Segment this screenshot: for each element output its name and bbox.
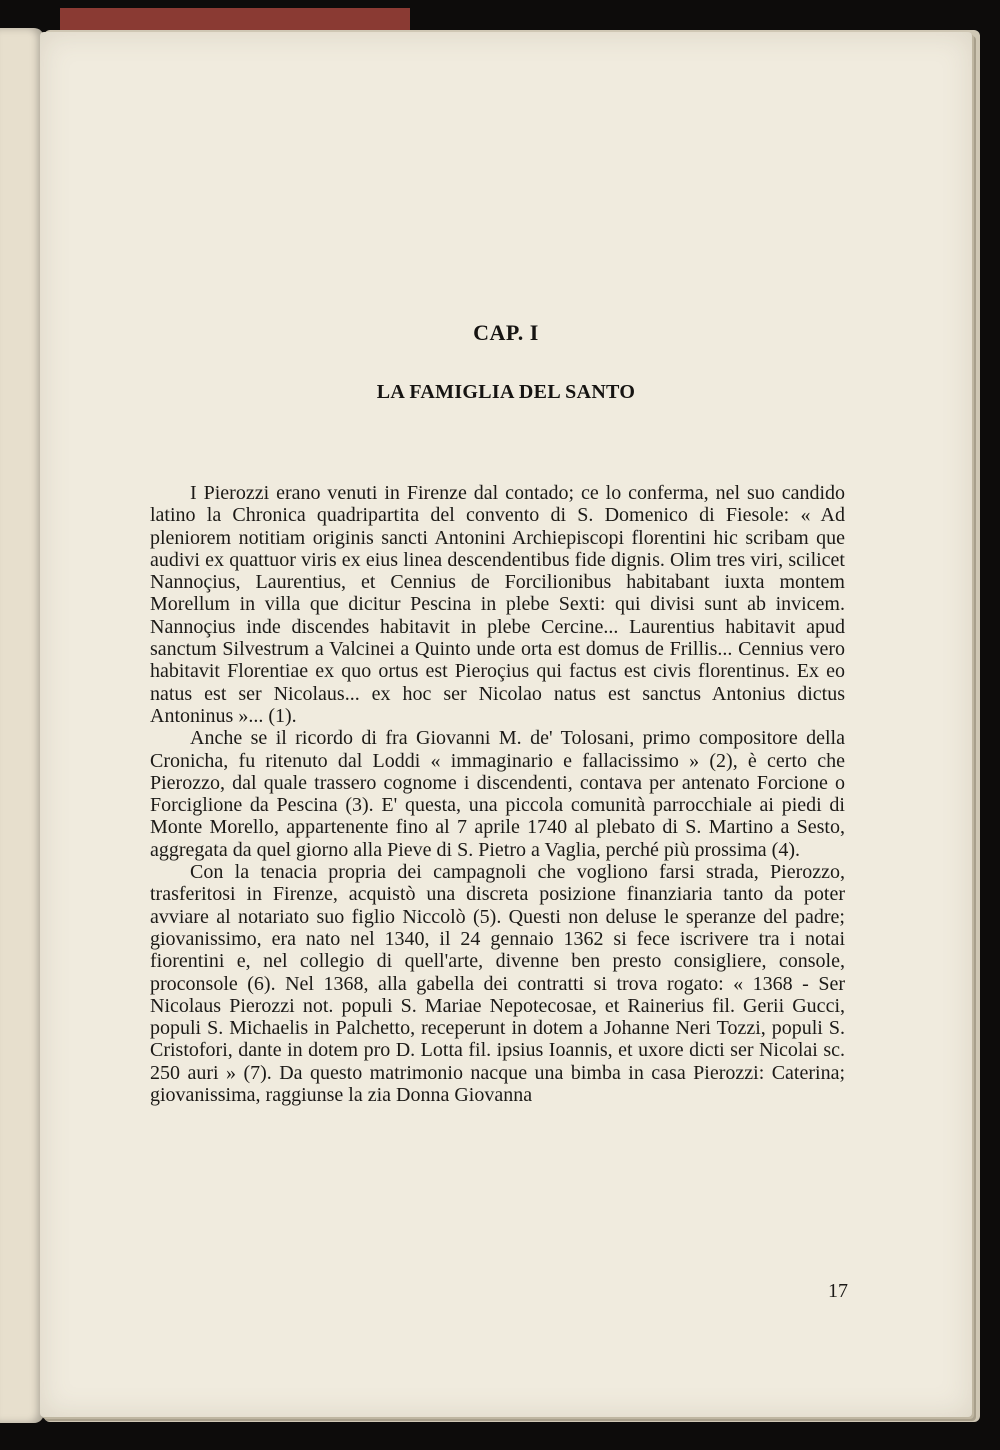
left-page-edge: [0, 28, 44, 1423]
page-number: 17: [828, 1280, 848, 1302]
paragraph: Con la tenacia propria dei campagnoli che vogliono farsi strada, Pierozzo, trasferitosi in Firenze, acquistò una discreta posizione finanziaria tanto da poter avviare al notariato suo figlio Niccolò (5). Questi non deluse le speranze del padre; giovanissimo, era nato nel 1340, il 24 gennaio 1362 si fece iscrivere tra i notai fiorentini e, nel collegio di quell'arte, divenne ben presto consigliere, console, proconsole (6). Nel 1368, alla gabella dei contratti si trova rogato: « 1368 - Ser Nicolaus Pierozzi not. populi S. Mariae Nepotecosae, et Rainerius fil. Gerii Gucci, populi S. Michaelis in Palchetto, receperunt in dotem a Johanne Neri Tozzi, populi S. Cristofori, dante in dotem pro D. Lotta fil. ipsius Ioannis, et uxore dicti ser Nicolai sc. 250 auri » (7). Da questo matrimonio nacque una bimba in casa Pierozzi: Caterina; giovanissima, raggiunse la zia Donna Giovanna: [150, 861, 845, 1107]
book-page: [40, 32, 972, 1417]
paragraph: Anche se il ricordo di fra Giovanni M. de' Tolosani, primo compositore della Cronicha, fu ritenuto dal Loddi « immaginario e fallacissimo » (2), è certo che Pierozzo, dal quale trassero cognome i discendenti, contava per antenato Forcione o Forciglione da Pescina (3). E' questa, una piccola comunità parrocchiale ai piedi di Monte Morello, appartenente fino al 7 aprile 1740 al plebato di S. Martino a Sesto, aggregata da quel giorno alla Pieve di S. Pietro a Vaglia, perché più prossima (4).: [150, 727, 845, 861]
chapter-title: LA FAMIGLIA DEL SANTO: [376, 381, 636, 403]
body-text: [150, 482, 845, 1106]
paragraph: I Pierozzi erano venuti in Firenze dal contado; ce lo conferma, nel suo candido latino la Chronica quadripartita del convento di S. Domenico di Fiesole: « Ad pleniorem notitiam originis sancti Antonini Archiepiscopi florentini hic scribam que audivi ex quattuor viris ex eius linea descendentibus fide dignis. Olim tres viri, scilicet Nannoçius, Laurentius, et Cennius de Forcilionibus habitabant iuxta montem Morellum in villa que dicitur Pescina in plebe Sexti: qui divisi sunt ab invicem. Nannoçius inde discendes habitavit in plebe Cercine... Laurentius habitavit apud sanctum Silvestrum a Valcinei a Quinto unde orta est domus de Frillis... Cennius vero habitavit Florentiae ex quo ortus est Pieroçius qui factus est civis florentinus. Ex eo natus est ser Nicolaus... ex hoc ser Nicolao natus est sanctus Antonius dictus Antoninus »... (1).: [150, 482, 845, 727]
chapter-number: CAP. I: [473, 320, 539, 345]
